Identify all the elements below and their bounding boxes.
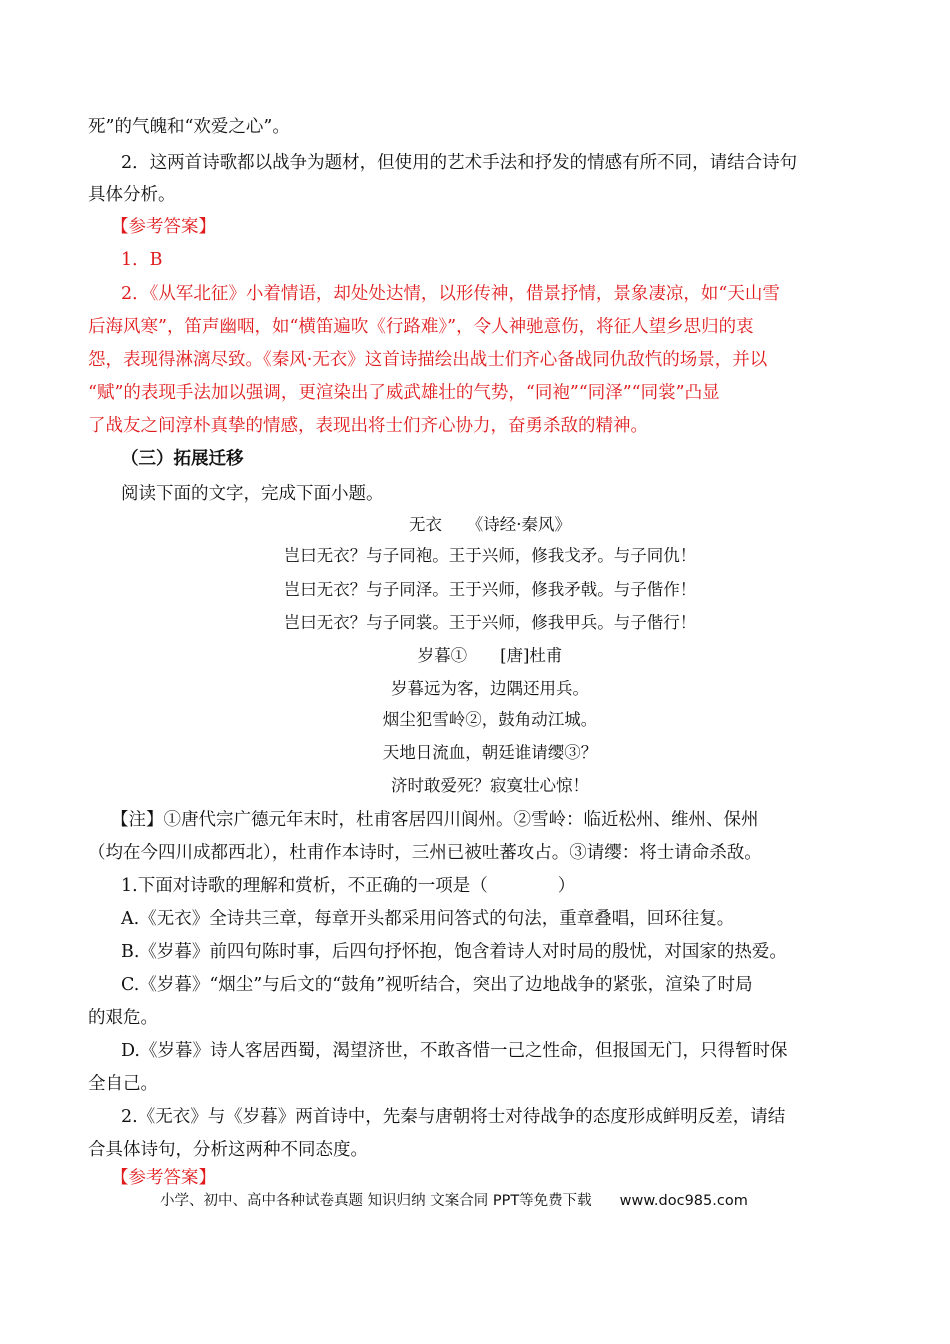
instruction: 阅读下面的文字，完成下面小题。 xyxy=(121,484,384,504)
answer-2-line: 后海风寒”，笛声幽咽，如“横笛遍吹《行路难》”，令人神驰意伤，将征人望乡思归的衷 xyxy=(88,317,754,337)
page-footer xyxy=(160,1191,748,1211)
answer-heading: 【参考答案】 xyxy=(111,217,216,237)
answer-2-line: 怨，表现得淋漓尽致。《秦风·无衣》这首诗描绘出战士们齐心备战同仇敌忾的场景，并以 xyxy=(88,350,768,370)
section-heading: （三）拓展迁移 xyxy=(121,449,244,469)
poem-line: 烟尘犯雪岭②，鼓角动江城。 xyxy=(382,710,598,729)
question-2-prompt: 2．这两首诗歌都以战争为题材，但使用的艺术手法和抒发的情感有所不同，请结合诗句 xyxy=(121,153,798,173)
poem-line: 岂曰无衣？与子同裳。王于兴师，修我甲兵。与子偕行！ xyxy=(283,613,697,632)
option-a: A.《无衣》全诗共三章，每章开头都采用问答式的句法，重章叠唱，回环往复。 xyxy=(121,909,735,929)
option-d: D.《岁暮》诗人客居西蜀，渴望济世，不敢吝惜一己之性命，但报国无门，只得暂时保 xyxy=(121,1041,788,1061)
question-2-line: 合具体诗句，分析这两种不同态度。 xyxy=(88,1140,368,1160)
footer-url: www.doc985.com xyxy=(619,1193,748,1209)
answer-2-line: “赋”的表现手法加以强调，更渲染出了威武雄壮的气势，“同袍”“同泽”“同裳”凸显 xyxy=(88,383,720,403)
footer-text: 小学、初中、高中各种试卷真题 知识归纳 文案合同 PPT等免费下载 xyxy=(160,1193,592,1209)
poem-line: 岂曰无衣？与子同袍。王于兴师，修我戈矛。与子同仇！ xyxy=(283,546,697,565)
text-line: 死”的气魄和“欢爱之心”。 xyxy=(88,117,290,137)
answer-2-line: 了战友之间淳朴真挚的情感，表现出将士们齐心协力，奋勇杀敌的精神。 xyxy=(88,416,648,436)
poem-title-wuyi: 无衣 《诗经·秦风》 xyxy=(409,515,571,534)
poem-line: 岁暮远为客，边隅还用兵。 xyxy=(391,679,589,698)
answer-2: 2．《从军北征》小着情语，却处处达情，以形传神，借景抒情，景象凄凉，如“天山雪 xyxy=(121,284,780,304)
poem-line: 天地日流血，朝廷谁请缨③？ xyxy=(382,743,598,762)
text-line: 具体分析。 xyxy=(88,185,176,205)
poem-line: 济时敢爱死？寂寞壮心惊！ xyxy=(391,776,589,795)
poem-line: 岂曰无衣？与子同泽。王于兴师，修我矛戟。与子偕作！ xyxy=(283,580,697,599)
answer-1: 1．B xyxy=(121,250,163,270)
option-c: C.《岁暮》“烟尘”与后文的“鼓角”视听结合，突出了边地战争的紧张，渲染了时局 xyxy=(121,975,753,995)
annotation-line: （均在今四川成都西北），杜甫作本诗时，三州已被吐蕃攻占。③请缨：将士请命杀敌。 xyxy=(88,843,762,863)
question-1: 1.下面对诗歌的理解和赏析，不正确的一项是（ ） xyxy=(121,876,576,896)
option-d-line: 全自己。 xyxy=(88,1074,158,1094)
option-b: B.《岁暮》前四句陈时事，后四句抒怀抱，饱含着诗人对时局的殷忧，对国家的热爱。 xyxy=(121,942,787,962)
question-2: 2.《无衣》与《岁暮》两首诗中，先秦与唐朝将士对待战争的态度形成鲜明反差，请结 xyxy=(121,1107,786,1127)
poem-title-suimu: 岁暮① [唐]杜甫 xyxy=(417,646,563,665)
answer-heading: 【参考答案】 xyxy=(111,1168,216,1188)
annotation: 【注】①唐代宗广德元年末时，杜甫客居四川阆州。②雪岭：临近松州、维州、保州 xyxy=(111,810,759,830)
option-c-line: 的艰危。 xyxy=(88,1008,158,1028)
